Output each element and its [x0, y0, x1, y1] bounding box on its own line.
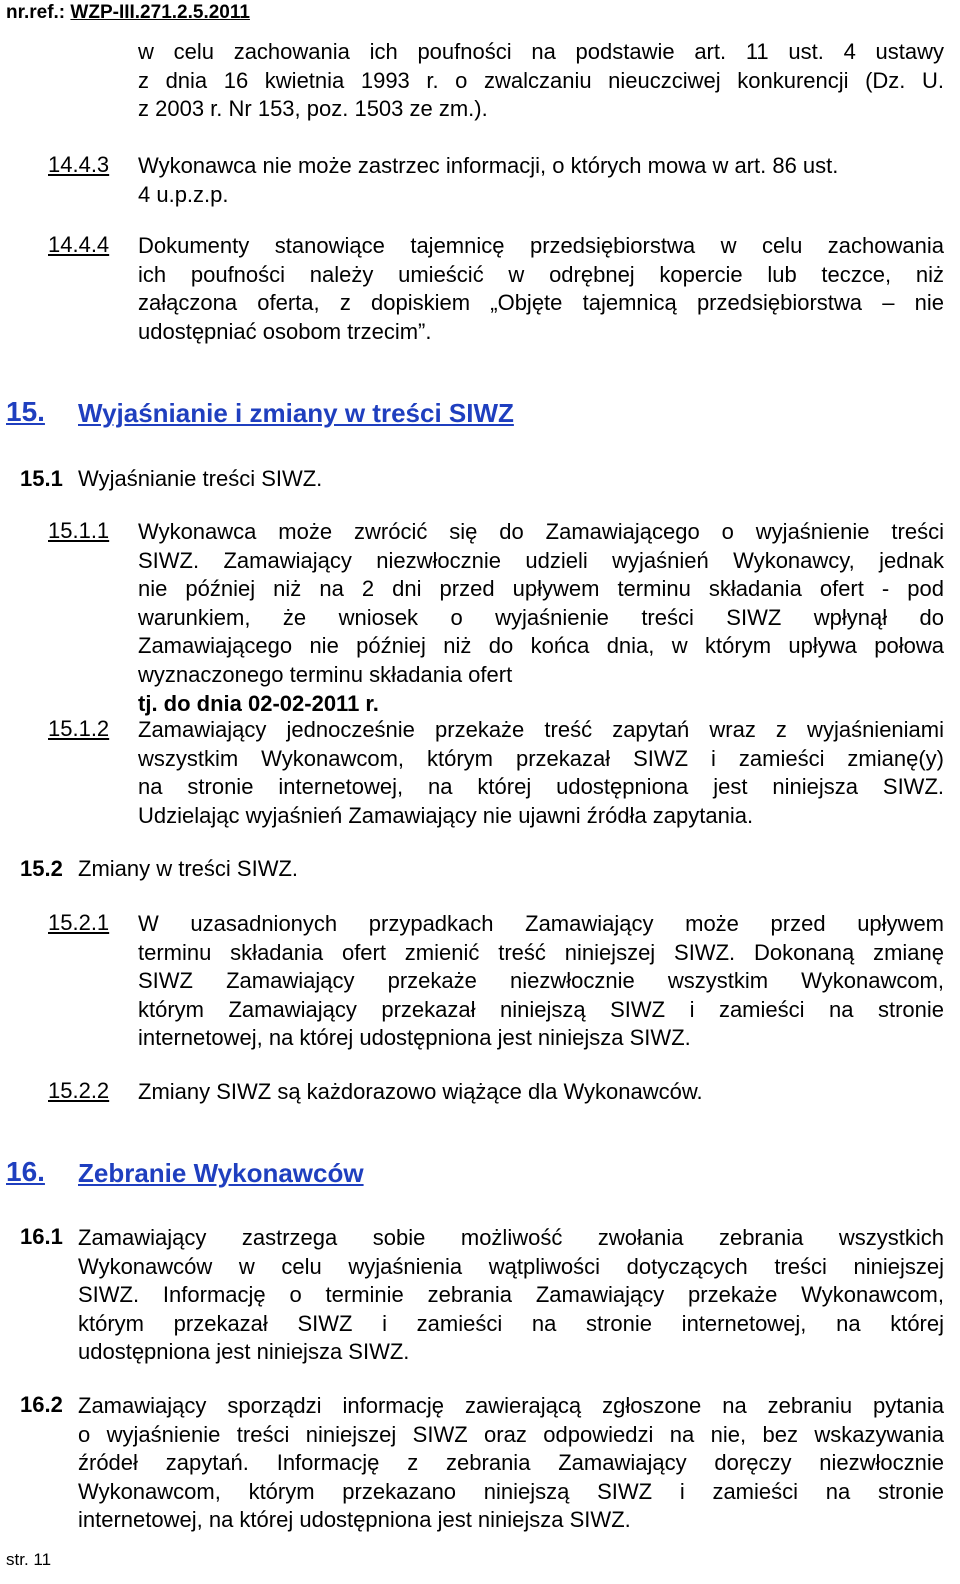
- text-line: na stronie internetowej, na której udostępniona jest niniejsza SIWZ.: [138, 774, 944, 800]
- text-line: którym Zamawiający przekazał niniejszą SIWZ i zamieści na stronie: [138, 996, 944, 1022]
- document-reference-header: [6, 2, 250, 24]
- text-line: źródeł zapytań. Informację z zebrania Zamawiający doręczy niezwłocznie: [78, 1450, 944, 1476]
- subsection-15-1-title: Wyjaśnianie treści SIWZ.: [78, 466, 323, 491]
- text-line: nie później niż na 2 dni przed upływem terminu składania ofert - pod: [138, 576, 944, 602]
- paragraph-14-4-4: [138, 232, 944, 346]
- paragraph-15-1-1: [138, 518, 944, 718]
- text-line: o wyjaśnienie treści niniejszej SIWZ oraz odpowiedzi na nie, bez wskazywania: [78, 1421, 944, 1447]
- text-line: 4 u.p.z.p.: [138, 181, 229, 207]
- text-line: z 2003 r. Nr 153, poz. 1503 ze zm.).: [138, 96, 488, 122]
- text-line: SIWZ. Zamawiający niezwłocznie udzieli wyjaśnień Wykonawcy, jednak: [138, 547, 944, 573]
- section-15-number: 15.: [6, 396, 45, 427]
- subsection-15-1-number: 15.1: [20, 466, 63, 491]
- text-line: Zamawiający sporządzi informację zawierającą zgłoszone na zebraniu pytania: [78, 1393, 944, 1418]
- text-line: SIWZ Zamawiający przekaże niezwłocznie wszystkim Wykonawcom,: [138, 968, 944, 994]
- text-line: Dokumenty stanowiące tajemnicę przedsiębiorstwa w celu zachowania: [138, 233, 944, 258]
- text-line: udostępniać osobom trzecim”.: [138, 318, 432, 344]
- section-16-number: 16.: [6, 1156, 45, 1187]
- reference-prefix: nr.ref.:: [6, 2, 71, 23]
- text-line: w celu zachowania ich poufności na podstawie art. 11 ust. 4 ustawy: [138, 39, 944, 64]
- text-line: Zmiany SIWZ są każdorazowo wiążące dla Wykonawców.: [138, 1079, 703, 1104]
- text-line: wszystkim Wykonawcom, którym przekazał SIWZ i zamieści zmianę(y): [138, 745, 944, 771]
- text-line: Wykonawcom, którym przekazano niniejszą SIWZ i zamieści na stronie: [78, 1478, 944, 1504]
- text-line: Wykonawca może zwrócić się do Zamawiającego o wyjaśnienie treści: [138, 519, 944, 544]
- paragraph-number-16-2: 16.2: [20, 1392, 63, 1417]
- paragraph-number-15-1-1: 15.1.1: [48, 518, 110, 543]
- subsection-15-2-number: 15.2: [20, 856, 63, 881]
- text-line: terminu składania ofert zmienić treść niniejszej SIWZ. Dokonaną zmianę: [138, 939, 944, 965]
- reference-number: WZP-III.271.2.5.2011: [70, 2, 250, 23]
- paragraph-16-1: [78, 1224, 944, 1367]
- text-line: którym przekazał SIWZ i zamieści na stronie internetowej, na której: [78, 1310, 944, 1336]
- paragraph-number-16-1: 16.1: [20, 1224, 63, 1249]
- paragraph-number-15-2-1: 15.2.1: [48, 910, 110, 935]
- paragraph-number-14-4-4: 14.4.4: [48, 232, 110, 257]
- text-line: Udzielając wyjaśnień Zamawiający nie ujawni źródła zapytania.: [138, 802, 754, 828]
- page-number: str. 11: [6, 1550, 52, 1569]
- text-line: Zamawiający jednocześnie przekaże treść zapytań wraz z wyjaśnieniami: [138, 717, 944, 742]
- paragraph-15-2-2: [138, 1078, 944, 1107]
- paragraph-number-15-2-2: 15.2.2: [48, 1078, 110, 1103]
- intro-paragraph: [138, 38, 944, 124]
- text-line: internetowej, na której udostępniona jest niniejsza SIWZ.: [78, 1507, 631, 1533]
- paragraph-number-15-1-2: 15.1.2: [48, 716, 110, 741]
- text-line: Zamawiającego nie później niż do końca dnia, w którym upływa połowa: [138, 633, 944, 659]
- paragraph-15-1-2: [138, 716, 944, 830]
- text-line: internetowej, na której udostępniona jest niniejsza SIWZ.: [138, 1025, 691, 1051]
- paragraph-14-4-3: [138, 152, 944, 209]
- text-line: Wykonawców w celu wyjaśnienia wątpliwości dotyczących treści niniejszej: [78, 1253, 944, 1279]
- deadline-date: tj. do dnia 02-02-2011 r.: [138, 690, 379, 716]
- section-15-title: Wyjaśnianie i zmiany w treści SIWZ: [78, 398, 514, 428]
- paragraph-number-14-4-3: 14.4.3: [48, 152, 110, 177]
- text-line: Zamawiający zastrzega sobie możliwość zwołania zebrania wszystkich: [78, 1225, 944, 1250]
- paragraph-16-2: [78, 1392, 944, 1535]
- text-line: udostępniona jest niniejsza SIWZ.: [78, 1339, 410, 1365]
- text-line: W uzasadnionych przypadkach Zamawiający może przed upływem: [138, 911, 944, 936]
- paragraph-15-2-1: [138, 910, 944, 1053]
- text-line: z dnia 16 kwietnia 1993 r. o zwalczaniu nieuczciwej konkurencji (Dz. U.: [138, 67, 944, 93]
- text-line: SIWZ. Informację o terminie zebrania Zamawiający przekaże Wykonawcom,: [78, 1282, 944, 1308]
- text-fragment: wyznaczonego terminu składania ofert: [138, 661, 513, 687]
- text-line: Wykonawca nie może zastrzec informacji, o których mowa w art. 86 ust.: [138, 153, 839, 178]
- text-line: warunkiem, że wniosek o wyjaśnienie treści SIWZ wpłynął do: [138, 604, 944, 630]
- subsection-15-2-title: Zmiany w treści SIWZ.: [78, 856, 299, 881]
- section-16-title: Zebranie Wykonawców: [78, 1158, 364, 1188]
- text-line-last: [138, 661, 944, 718]
- text-line: załączona oferta, z dopiskiem „Objęte tajemnicą przedsiębiorstwa – nie: [138, 290, 944, 316]
- text-line: ich poufności należy umieścić w odrębnej kopercie lub teczce, niż: [138, 261, 944, 287]
